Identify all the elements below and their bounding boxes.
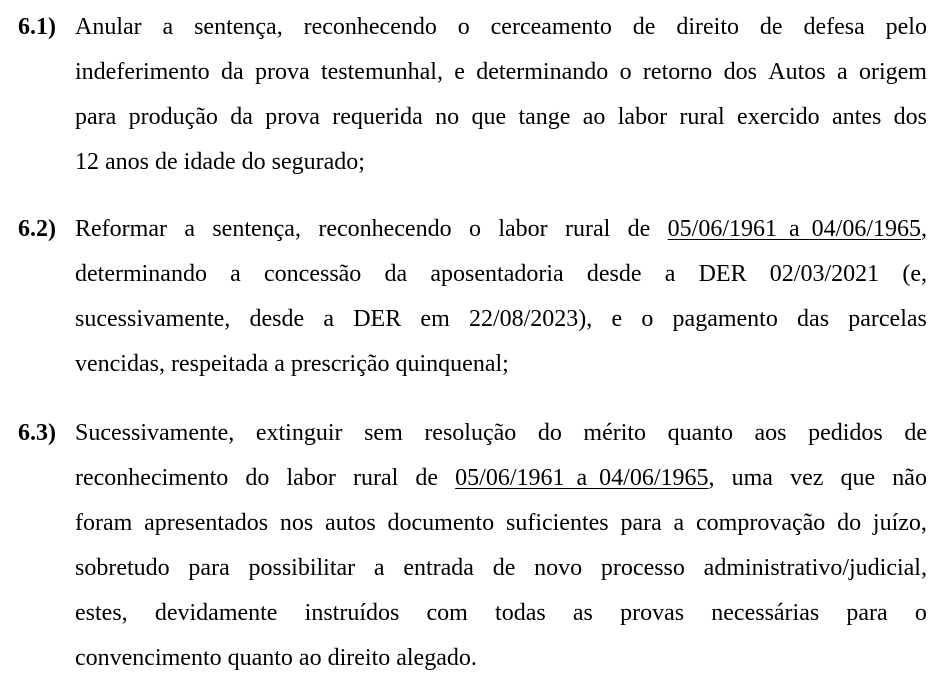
word: retorno: [642, 59, 713, 85]
word: entrada: [403, 555, 474, 581]
word: o: [914, 600, 927, 626]
word: vencidas, respeitada a prescrição quinquenal;: [75, 351, 509, 377]
word: o: [641, 306, 654, 332]
word: parcelas: [848, 306, 927, 332]
word: da: [220, 59, 244, 85]
word: 02/03/2021: [769, 261, 880, 287]
text-line: [75, 546, 927, 591]
word: defesa: [803, 14, 865, 40]
word: da: [230, 104, 253, 130]
word: possibilitar: [248, 555, 356, 581]
word: Reformar: [75, 216, 167, 242]
word: antes: [832, 104, 882, 130]
word: de: [759, 14, 783, 40]
word: Sucessivamente,: [75, 420, 235, 446]
word: tange: [518, 104, 571, 130]
word: DER: [698, 261, 747, 287]
word: todas: [495, 600, 546, 626]
word: reconhecendo: [318, 216, 452, 242]
word: testemunhal,: [320, 59, 443, 85]
word: suficientes: [505, 510, 609, 536]
word: prova: [254, 59, 310, 85]
word: de: [904, 420, 927, 446]
word: Autos: [768, 59, 826, 85]
word: labor: [498, 216, 548, 242]
text-line: [75, 5, 927, 50]
word: dos: [893, 104, 927, 130]
word: nos: [279, 510, 314, 536]
text-line: [75, 342, 927, 387]
word: autos: [325, 510, 376, 536]
word: estes,: [75, 600, 128, 626]
text-line: [75, 297, 927, 342]
text-line: [75, 456, 927, 501]
text-line: [75, 636, 927, 681]
word: 12 anos de idade do segurado;: [75, 149, 365, 175]
word: e: [454, 59, 465, 85]
word: a: [664, 261, 676, 287]
word: com: [426, 600, 468, 626]
word: devidamente: [154, 600, 278, 626]
underlined-period: 05/06/1961 a 04/06/1965: [667, 216, 921, 242]
text-line: [75, 591, 927, 636]
word: 05/06/1961 a 04/06/1965,: [455, 465, 715, 491]
word: convencimento quanto ao direito alegado.: [75, 645, 477, 671]
word: em: [420, 306, 450, 332]
word: exercido: [737, 104, 820, 130]
word: labor: [617, 104, 668, 130]
word: direito: [676, 14, 739, 40]
word: de: [492, 555, 516, 581]
word: mérito: [583, 420, 647, 446]
text-line: [75, 252, 927, 297]
word: a: [673, 510, 685, 536]
word: Anular: [75, 14, 142, 40]
word: o: [619, 59, 632, 85]
item-number: 6.2): [18, 216, 56, 242]
word: foram: [75, 510, 133, 536]
word: a: [836, 59, 848, 85]
item-text: [75, 207, 927, 387]
word: rural: [352, 465, 399, 491]
word: concessão: [264, 261, 362, 287]
text-line: [75, 95, 927, 140]
word: a: [162, 14, 174, 40]
word: determinando: [75, 261, 207, 287]
text-line: [75, 140, 927, 185]
text-line: [75, 207, 927, 252]
word: determinando: [476, 59, 609, 85]
item-number: 6.1): [18, 14, 56, 40]
word: origem: [858, 59, 927, 85]
underlined-period: 05/06/1961 a 04/06/1965: [455, 465, 709, 491]
word: provas: [620, 600, 685, 626]
word: que: [840, 465, 876, 491]
word: de: [415, 465, 439, 491]
word: (e,: [902, 261, 927, 287]
word: a: [184, 216, 195, 242]
word: sucessivamente,: [75, 306, 231, 332]
word: as: [572, 600, 593, 626]
text-line: [75, 411, 927, 456]
word: indeferimento: [75, 59, 210, 85]
word: instruídos: [304, 600, 400, 626]
word: juízo,: [872, 510, 927, 536]
word: a: [323, 306, 335, 332]
word: documento: [387, 510, 495, 536]
word: para: [188, 555, 230, 581]
word: sentença,: [194, 14, 283, 40]
word: sobretudo: [75, 555, 170, 581]
word: rural: [564, 216, 611, 242]
word: aos: [754, 420, 787, 446]
word: quanto: [667, 420, 733, 446]
word: o: [468, 216, 481, 242]
word: pelo: [885, 14, 927, 40]
word: a: [230, 261, 241, 287]
word: necessárias: [711, 600, 820, 626]
word: administrativo/judicial,: [703, 555, 927, 581]
word: não: [892, 465, 927, 491]
word: 05/06/1961 a 04/06/1965,: [667, 216, 927, 242]
word: das: [797, 306, 830, 332]
word: pedidos: [808, 420, 883, 446]
word: reconhecendo: [303, 14, 437, 40]
item-text: [75, 5, 927, 185]
word: aposentadoria: [430, 261, 564, 287]
word: para: [846, 600, 888, 626]
word: comprovação: [696, 510, 826, 536]
word: vez: [790, 465, 824, 491]
item-number: 6.3): [18, 420, 56, 446]
word: 22/08/2023),: [468, 306, 593, 332]
word: para: [620, 510, 662, 536]
word: que: [471, 104, 507, 130]
word: da: [384, 261, 408, 287]
word: uma: [731, 465, 773, 491]
word: de: [632, 14, 656, 40]
text-line: [75, 501, 927, 546]
word: processo: [600, 555, 685, 581]
word: produção: [128, 104, 218, 130]
word: apresentados: [144, 510, 269, 536]
word: labor: [286, 465, 336, 491]
word: do: [837, 510, 862, 536]
word: DER: [353, 306, 402, 332]
word: sem: [364, 420, 403, 446]
word: desde: [586, 261, 642, 287]
word: sentença,: [212, 216, 301, 242]
word: resolução: [424, 420, 517, 446]
word: do: [245, 465, 270, 491]
word: a: [373, 555, 385, 581]
word: dos: [723, 59, 757, 85]
word: extinguir: [255, 420, 343, 446]
word: rural: [679, 104, 725, 130]
word: cerceamento: [490, 14, 612, 40]
item-text: [75, 411, 927, 681]
word: desde: [249, 306, 305, 332]
word: do: [537, 420, 562, 446]
word: no: [435, 104, 460, 130]
word: requerida: [332, 104, 423, 130]
word: ao: [582, 104, 606, 130]
word: reconhecimento: [75, 465, 229, 491]
word: novo: [534, 555, 583, 581]
word: para: [75, 104, 117, 130]
word: de: [627, 216, 651, 242]
word: prova: [265, 104, 320, 130]
word: pagamento: [672, 306, 778, 332]
text-line: [75, 50, 927, 95]
word: e: [611, 306, 623, 332]
word: o: [457, 14, 470, 40]
